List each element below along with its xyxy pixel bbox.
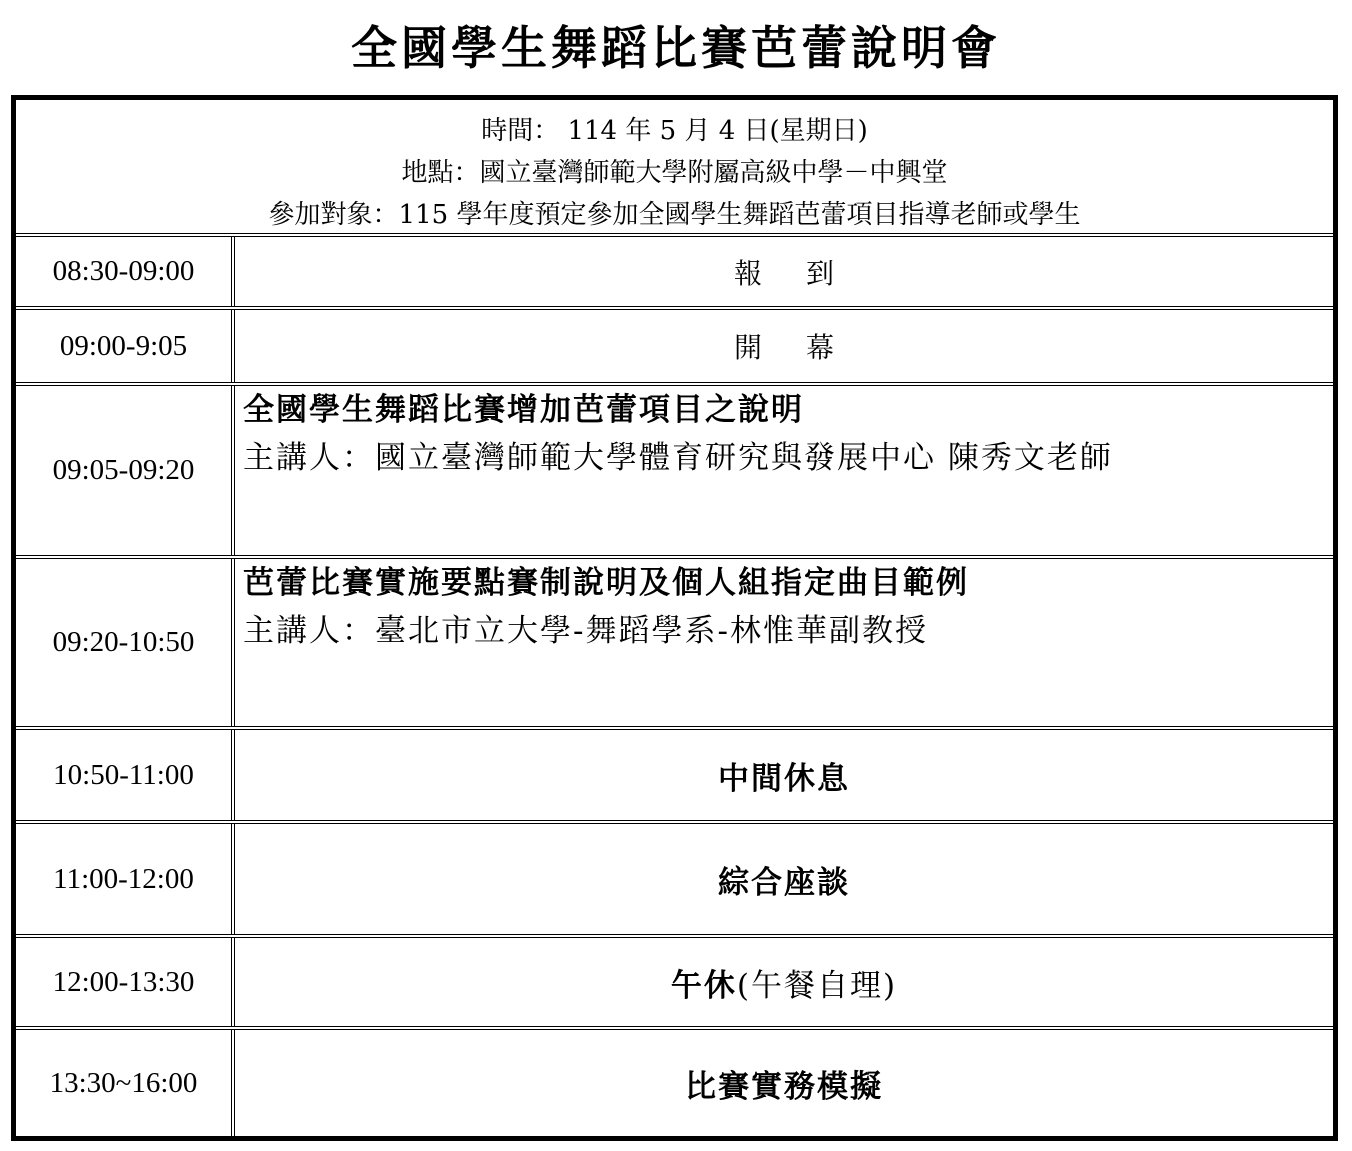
session-time: 12:00-13:30 <box>16 938 235 1026</box>
table-row <box>16 730 1333 824</box>
lunch-label: 午休 <box>670 967 737 1004</box>
table-row <box>16 938 1333 1030</box>
event-location: 地點：國立臺灣師範大學附屬高級中學－中興堂 <box>401 158 948 188</box>
page-title: 全國學生舞蹈比賽芭蕾說明會 <box>351 21 1001 75</box>
session-title: 比賽實務模擬 <box>685 1068 883 1105</box>
session-title: 報到 <box>733 256 878 290</box>
table-row <box>16 824 1333 938</box>
session-time: 09:05-09:20 <box>16 386 235 555</box>
table-row <box>16 559 1333 730</box>
event-time: 時間： 114 年 5 月 4 日(星期日) <box>481 116 868 146</box>
table-row <box>16 237 1333 310</box>
session-title: 中間休息 <box>718 760 850 797</box>
session-time: 09:20-10:50 <box>16 559 235 726</box>
session-details <box>235 386 1333 555</box>
session-time: 10:50-11:00 <box>16 730 235 820</box>
session-time: 11:00-12:00 <box>16 824 235 934</box>
event-audience: 參加對象：115 學年度預定參加全國學生舞蹈芭蕾項目指導老師或學生 <box>268 200 1081 230</box>
session-topic: 芭蕾比賽實施要點賽制說明及個人組指定曲目範例 <box>243 565 969 601</box>
session-topic: 全國學生舞蹈比賽增加芭蕾項目之說明 <box>243 392 804 428</box>
session-speaker: 主講人：臺北市立大學-舞蹈學系-林惟華副教授 <box>243 613 928 649</box>
table-row <box>16 386 1333 559</box>
session-title: 開幕 <box>733 331 878 364</box>
lunch-note: (午餐自理) <box>736 967 898 1004</box>
session-speaker: 主講人：國立臺灣師範大學體育研究與發展中心 陳秀文老師 <box>243 440 1113 476</box>
table-row <box>16 310 1333 386</box>
session-title: 綜合座談 <box>718 864 850 901</box>
session-title <box>235 938 1333 1026</box>
session-time: 08:30-09:00 <box>16 237 235 306</box>
session-details <box>235 559 1333 726</box>
table-row <box>16 1030 1333 1136</box>
schedule-table <box>11 95 1338 1141</box>
session-time: 09:00-9:05 <box>16 310 235 382</box>
event-info <box>16 100 1333 237</box>
session-time: 13:30~16:00 <box>16 1030 235 1136</box>
